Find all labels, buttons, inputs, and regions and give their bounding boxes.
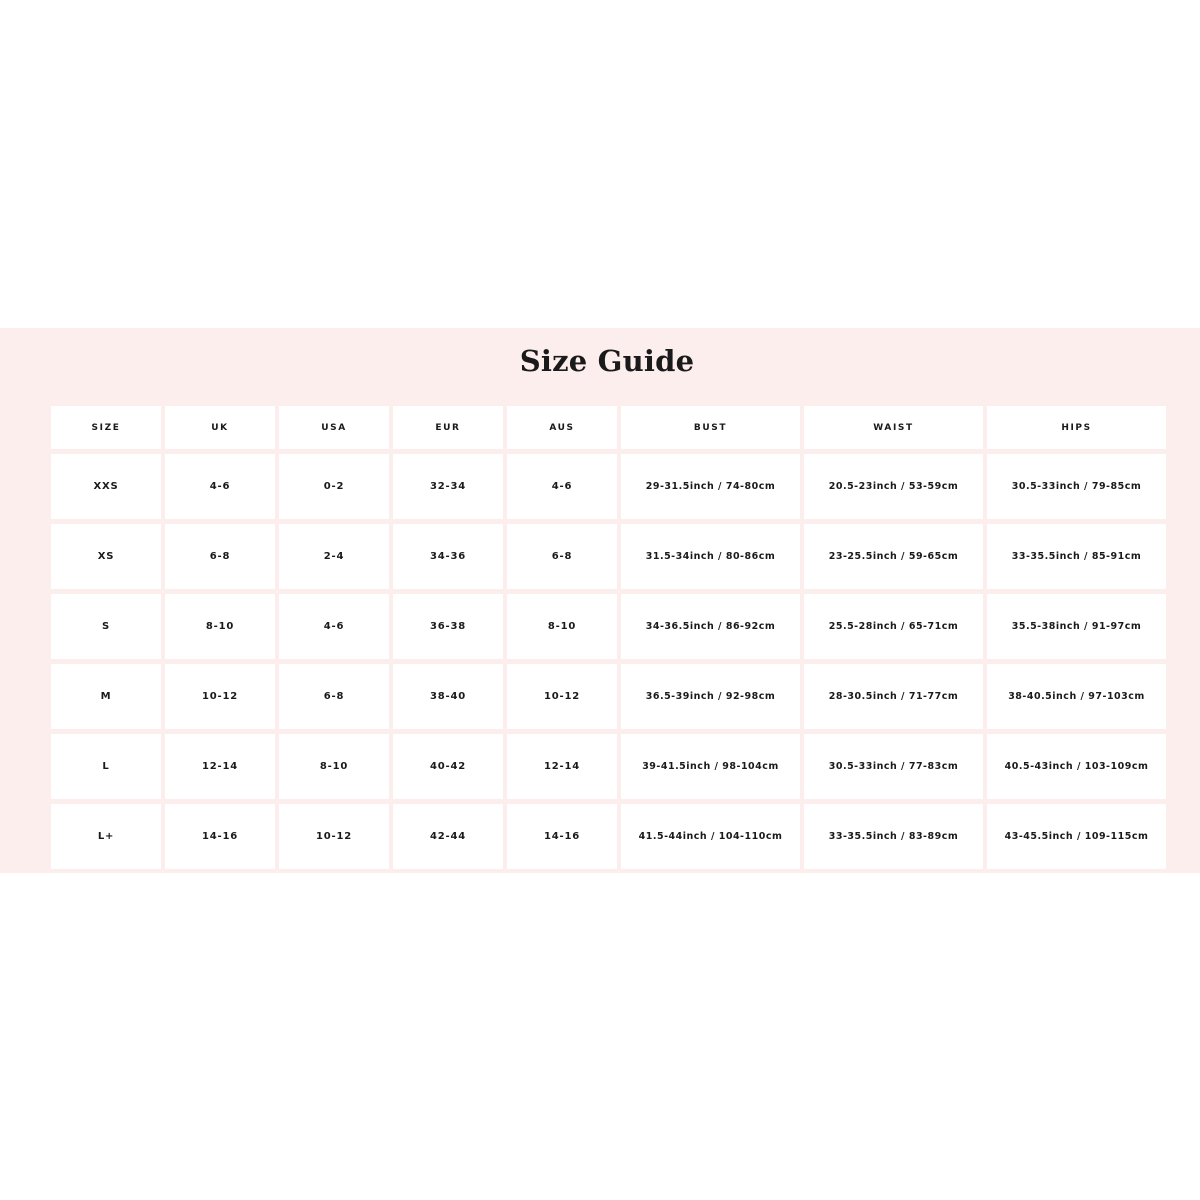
cell-uk: 4-6	[165, 454, 275, 519]
size-guide-table	[47, 401, 1170, 874]
cell-waist: 23-25.5inch / 59-65cm	[804, 524, 983, 589]
header-hips: HIPS	[987, 406, 1166, 449]
table-row	[51, 664, 1166, 729]
cell-bust: 39-41.5inch / 98-104cm	[621, 734, 800, 799]
cell-aus: 10-12	[507, 664, 617, 729]
table-row	[51, 804, 1166, 869]
cell-usa: 6-8	[279, 664, 389, 729]
cell-waist: 33-35.5inch / 83-89cm	[804, 804, 983, 869]
cell-waist: 20.5-23inch / 53-59cm	[804, 454, 983, 519]
cell-eur: 40-42	[393, 734, 503, 799]
cell-size: S	[51, 594, 161, 659]
cell-uk: 14-16	[165, 804, 275, 869]
cell-usa: 2-4	[279, 524, 389, 589]
cell-uk: 12-14	[165, 734, 275, 799]
table-row	[51, 454, 1166, 519]
cell-uk: 6-8	[165, 524, 275, 589]
cell-bust: 36.5-39inch / 92-98cm	[621, 664, 800, 729]
cell-hips: 40.5-43inch / 103-109cm	[987, 734, 1166, 799]
cell-eur: 36-38	[393, 594, 503, 659]
cell-waist: 30.5-33inch / 77-83cm	[804, 734, 983, 799]
cell-waist: 28-30.5inch / 71-77cm	[804, 664, 983, 729]
cell-hips: 33-35.5inch / 85-91cm	[987, 524, 1166, 589]
cell-bust: 41.5-44inch / 104-110cm	[621, 804, 800, 869]
cell-aus: 12-14	[507, 734, 617, 799]
cell-uk: 8-10	[165, 594, 275, 659]
cell-usa: 8-10	[279, 734, 389, 799]
header-aus: AUS	[507, 406, 617, 449]
cell-bust: 34-36.5inch / 86-92cm	[621, 594, 800, 659]
cell-size: L+	[51, 804, 161, 869]
cell-eur: 32-34	[393, 454, 503, 519]
cell-usa: 10-12	[279, 804, 389, 869]
cell-size: M	[51, 664, 161, 729]
header-size: SIZE	[51, 406, 161, 449]
cell-usa: 4-6	[279, 594, 389, 659]
header-waist: WAIST	[804, 406, 983, 449]
cell-eur: 34-36	[393, 524, 503, 589]
page-title: Size Guide	[519, 344, 695, 378]
cell-waist: 25.5-28inch / 65-71cm	[804, 594, 983, 659]
cell-aus: 6-8	[507, 524, 617, 589]
cell-hips: 35.5-38inch / 91-97cm	[987, 594, 1166, 659]
table-row	[51, 594, 1166, 659]
cell-eur: 42-44	[393, 804, 503, 869]
header-eur: EUR	[393, 406, 503, 449]
cell-hips: 38-40.5inch / 97-103cm	[987, 664, 1166, 729]
table-header-row	[51, 406, 1166, 449]
cell-size: XXS	[51, 454, 161, 519]
header-usa: USA	[279, 406, 389, 449]
cell-bust: 31.5-34inch / 80-86cm	[621, 524, 800, 589]
cell-bust: 29-31.5inch / 74-80cm	[621, 454, 800, 519]
table-row	[51, 524, 1166, 589]
cell-aus: 4-6	[507, 454, 617, 519]
cell-hips: 30.5-33inch / 79-85cm	[987, 454, 1166, 519]
table-row	[51, 734, 1166, 799]
cell-eur: 38-40	[393, 664, 503, 729]
cell-aus: 8-10	[507, 594, 617, 659]
cell-uk: 10-12	[165, 664, 275, 729]
cell-hips: 43-45.5inch / 109-115cm	[987, 804, 1166, 869]
header-uk: UK	[165, 406, 275, 449]
cell-aus: 14-16	[507, 804, 617, 869]
cell-usa: 0-2	[279, 454, 389, 519]
cell-size: L	[51, 734, 161, 799]
cell-size: XS	[51, 524, 161, 589]
header-bust: BUST	[621, 406, 800, 449]
